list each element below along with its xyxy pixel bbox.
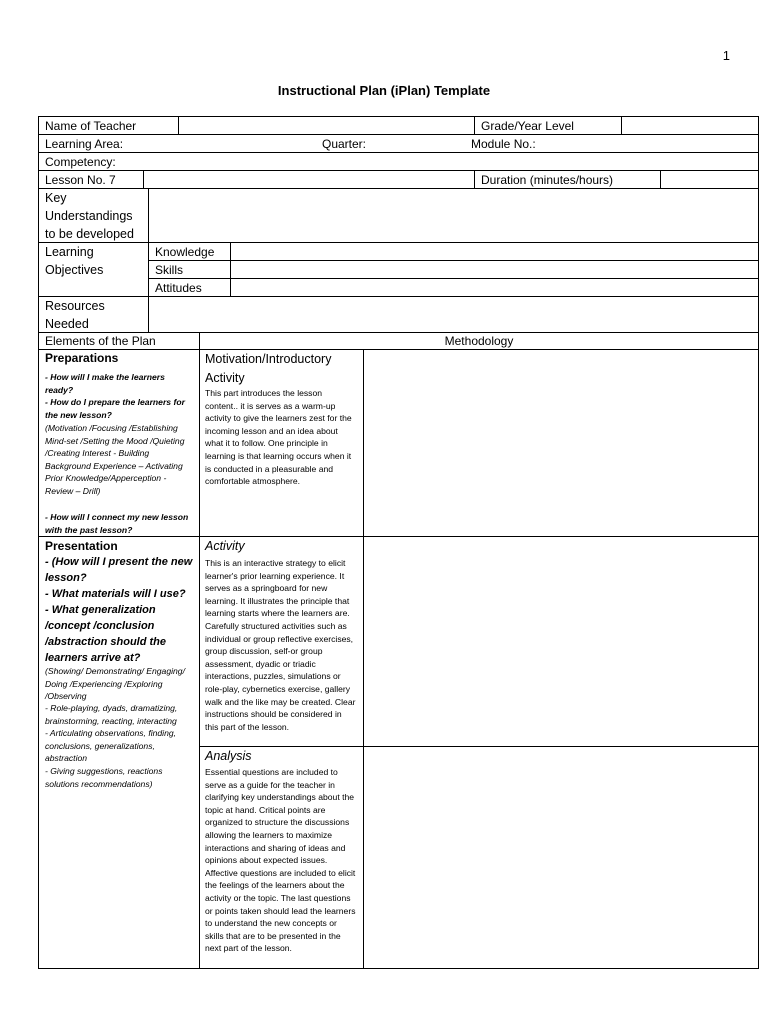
key-understandings-label: Key Understandings to be developed [45,191,134,241]
duration-label: Duration (minutes/hours) [481,173,614,187]
motivation-activity-title: Motivation/Introductory Activity [205,352,332,385]
module-no-label: Module No.: [471,137,536,151]
attitudes-label: Attitudes [155,281,202,295]
presentation-question-2: - What materials will I use? [45,588,186,600]
preparations-title: Preparations [45,351,119,365]
preparations-details: (Motivation /Focusing /Establishing Mind-set /Setting the Mood /Quieting /Creating Interest - Building Background Experience – Activating Prior Knowledge/Apperception - Review – Drill) [45,423,185,496]
activity-description: This is an interactive strategy to elicit learner's prior learning experience. It serves as a springboard for new learning. It illustrates the principle that learning starts where the learners are. Carefully structured activities such as individual or group reflective exercises, group discussion, self-or group assessment, dyadic or triadic interactions, puzzles, simulations or role-play, cybernetics exercise, gallery walk and the like may be created. Clear instructions should be considered in this part of the lesson. [205,558,356,732]
page-number: 1 [722,48,730,63]
resources-needed-label: Resources Needed [45,299,105,331]
presentation-details-4: - Giving suggestions, reactions solutions recommendations) [45,766,163,789]
preparations-question-2: - How do I prepare the learners for the new lesson? [45,397,185,420]
analysis-title: Analysis [205,749,252,763]
presentation-title: Presentation [45,539,118,553]
presentation-question-3: - What generalization /concept /conclusion /abstraction should the learners arrive at? [45,604,167,664]
document-title: Instructional Plan (iPlan) Template [277,83,491,98]
preparations-question-1: - How will I make the learners ready? [45,372,165,395]
knowledge-label: Knowledge [155,245,215,259]
preparations-question-3: - How will I connect my new lesson with the past lesson? [45,512,189,535]
motivation-activity-description: This part introduces the lesson content.. it is serves as a warm-up activity to give the learners zest for the incoming lesson and an idea about what it to follow. One principle in learning is that learning occurs when it is conducted in a pleasurable and comfortable atmosphere. [205,388,352,487]
presentation-details-1: (Showing/ Demonstrating/ Engaging/ Doing /Experiencing /Exploring /Observing [45,666,185,702]
learning-objectives-label: Learning Objectives [45,245,104,277]
grade-year-level-label: Grade/Year Level [481,119,574,133]
activity-title: Activity [205,539,245,553]
quarter-label: Quarter: [322,137,367,151]
presentation-question-1: - (How will I present the new lesson? [45,556,193,584]
presentation-details-2: - Role-playing, dyads, dramatizing, brainstorming, reacting, interacting [45,703,178,726]
methodology-label: Methodology [444,334,514,348]
presentation-details-3: - Articulating observations, finding, conclusions, generalizations, abstraction [45,728,177,764]
skills-label: Skills [155,263,184,277]
competency-label: Competency: [45,155,116,169]
analysis-description: Essential questions are included to serve as a guide for the teacher in clarifying key understandings about the topic at hand. Critical points are organized to structure the discussions allowing the learners to maximize interactions and sharing of ideas and opinions about expected issues. Affective questions are included to elicit the feelings of the learners about the activity or the topic. The last questions or points taken should lead the learners to understand the new concepts or skills that are to be presented in the next part of the lesson. [205,767,356,954]
name-of-teacher-label: Name of Teacher [45,119,137,133]
elements-of-plan-label: Elements of the Plan [45,334,156,348]
learning-area-label: Learning Area: [45,137,124,151]
lesson-no-label: Lesson No. 7 [45,173,116,187]
